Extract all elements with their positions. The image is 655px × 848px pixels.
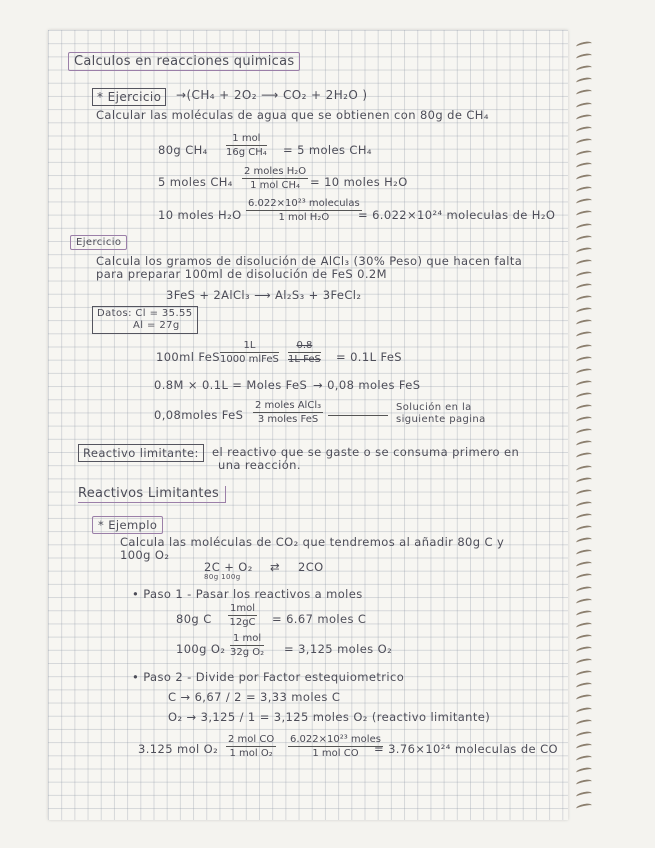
spiral-ring [576, 754, 593, 763]
spiral-ring [576, 307, 593, 316]
spiral-ring [576, 585, 593, 594]
notebook-page [48, 30, 568, 820]
notebook-spiral-binding [568, 30, 655, 820]
spiral-ring [576, 234, 593, 243]
ejercicio-1-line3-fraction [246, 198, 362, 223]
paso-1-line1-lead: 80g C [176, 612, 212, 626]
ejercicio-2-prompt-line2: para preparar 100ml de disolución de FeS 0.2M [96, 267, 387, 281]
ejemplo-label: * Ejemplo [92, 516, 163, 534]
ejercicio-1-line1-result: = 5 moles CH₄ [283, 143, 372, 157]
spiral-ring [576, 706, 593, 715]
reactivo-limitante-label: Reactivo limitante: [78, 444, 204, 462]
fraction-numerator: 6.022×10²³ moleculas [248, 198, 360, 209]
spiral-ring [576, 258, 593, 267]
ejercicio-2-label: Ejercicio [70, 235, 127, 250]
fraction-denominator: 12gC [229, 617, 256, 628]
paso-1-line1-fraction [228, 603, 257, 628]
spiral-ring [576, 609, 593, 618]
spiral-ring [576, 355, 593, 364]
spiral-ring [576, 452, 593, 461]
ejercicio-2-line1-fraction-a [220, 340, 279, 365]
spiral-ring [576, 343, 593, 352]
ejercicio-2-datos [92, 306, 198, 334]
ejercicio-2-line1-lead: 100ml FeS [156, 350, 220, 364]
spiral-ring [576, 633, 593, 642]
spiral-ring [576, 367, 593, 376]
spiral-ring [576, 52, 593, 61]
ejemplo-prompt-line2: 100g O₂ [120, 548, 170, 562]
spiral-ring [576, 766, 593, 775]
spiral-ring [576, 294, 593, 303]
ejercicio-1-line3-lead: 10 moles H₂O [158, 208, 242, 222]
ejercicio-2-line1-fraction-b [288, 340, 321, 365]
ejercicio-1-line2-lead: 5 moles CH₄ [158, 175, 233, 189]
spiral-ring [576, 657, 593, 666]
spiral-ring [576, 670, 593, 679]
reactivo-limitante-definition-line1: el reactivo que se gaste o se consuma primero en [212, 445, 520, 459]
spiral-ring [576, 778, 593, 787]
spiral-ring [576, 645, 593, 654]
ejercicio-2-line3-fraction [253, 400, 323, 425]
ejercicio-2-prompt-line1: Calcula los gramos de disolución de AlCl₃ (30% Peso) que hacen falta [96, 254, 523, 268]
ejercicio-1-line2-result: = 10 moles H₂O [310, 175, 408, 189]
ejercicio-2-line1-result: = 0.1L FeS [336, 350, 403, 364]
equilibrium-arrow-icon: ⇄ [270, 560, 281, 574]
spiral-ring [576, 512, 593, 521]
fraction-numerator: 2 moles H₂O [244, 166, 307, 177]
spiral-ring [576, 803, 593, 812]
fraction-numerator: 6.022×10²³ moles [290, 734, 381, 745]
section-title-reactivos-limitantes: Reactivos Limitantes [78, 486, 226, 503]
paso-1-line2-lead: 100g O₂ [176, 642, 226, 656]
spiral-ring [576, 391, 593, 400]
spiral-ring [576, 694, 593, 703]
fraction-numerator: 2 moles AlCl₃ [255, 400, 322, 411]
section-title-calculos: Calculos en reacciones quimicas [68, 52, 300, 71]
spiral-ring [576, 536, 593, 545]
fraction-denominator: 1000 mlFeS [220, 354, 279, 365]
datos-line1: Datos: Cl = 35.55 [97, 308, 193, 319]
spiral-ring [576, 137, 593, 146]
ejercicio-1-label: * Ejercicio [92, 88, 166, 106]
paso-1-line2-result: = 3,125 moles O₂ [284, 642, 393, 656]
spiral-ring [576, 319, 593, 328]
fraction-denominator: 3 moles FeS [257, 414, 319, 425]
fraction-numerator: 1 mol [230, 633, 264, 646]
spiral-ring [576, 89, 593, 98]
reactivo-limitante-definition-line2: una reacción. [218, 458, 301, 472]
ejercicio-1-reaction: →(CH₄ + 2O₂ ⟶ CO₂ + 2H₂O ) [176, 88, 368, 102]
fraction-denominator: 1 mol CH₄ [250, 180, 300, 191]
spiral-ring [576, 77, 593, 86]
fraction-denominator: 32g O₂ [230, 647, 265, 658]
spiral-ring [576, 331, 593, 340]
fraction-denominator: 1L FeS [288, 354, 321, 365]
fraction-numerator: 1 mol [226, 133, 267, 146]
spiral-ring [576, 113, 593, 122]
fraction-numerator: 0.8 [288, 340, 321, 353]
spiral-ring [576, 210, 593, 219]
spiral-ring [576, 40, 593, 49]
spiral-ring [576, 246, 593, 255]
spiral-ring [576, 500, 593, 509]
spiral-ring [576, 621, 593, 630]
fraction-denominator: 1 mol H₂O [278, 212, 330, 223]
spiral-ring [576, 476, 593, 485]
spiral-ring [576, 222, 593, 231]
fraction-numerator: 1L [220, 340, 279, 353]
spiral-ring [576, 282, 593, 291]
ejercicio-2-line2-lead: 0.8M × 0.1L = Moles FeS [154, 378, 308, 392]
paso-1-heading: • Paso 1 - Pasar los reactivos a moles [132, 587, 363, 601]
fraction-numerator: 1mol [230, 603, 255, 614]
ejercicio-2-note-line1: Solución en la [396, 402, 472, 413]
final-line-fraction-b [288, 734, 383, 759]
spiral-ring [576, 488, 593, 497]
spiral-ring [576, 742, 593, 751]
ejercicio-1-line1-fraction [226, 133, 267, 158]
spiral-ring [576, 198, 593, 207]
ejemplo-reaction-masses: 80g 100g [204, 573, 241, 581]
fraction-denominator: 16g CH₄ [226, 147, 267, 158]
final-line-result: = 3.76×10²⁴ moleculas de CO [374, 742, 558, 756]
spiral-ring [576, 379, 593, 388]
ejercicio-2-reaction: 3FeS + 2AlCl₃ ⟶ Al₂S₃ + 3FeCl₂ [166, 288, 362, 302]
spiral-ring [576, 428, 593, 437]
ejemplo-reaction-left: 2C + O₂ [204, 560, 253, 574]
spiral-ring [576, 561, 593, 570]
spiral-ring [576, 597, 593, 606]
spiral-ring [576, 573, 593, 582]
ejercicio-1-line2-fraction [242, 166, 308, 191]
spiral-ring [576, 415, 593, 424]
spiral-ring [576, 403, 593, 412]
spiral-ring [576, 549, 593, 558]
paso-2-heading: • Paso 2 - Divide por Factor estequiometrico [132, 670, 405, 684]
spiral-ring [576, 173, 593, 182]
spiral-ring [576, 161, 593, 170]
spiral-ring [576, 682, 593, 691]
datos-line2: Al = 27g [133, 320, 180, 331]
paso-1-line2-fraction [230, 633, 264, 658]
fraction-denominator: 1 mol CO [312, 748, 359, 759]
spiral-ring [576, 730, 593, 739]
ejercicio-2-line2-result: → 0,08 moles FeS [313, 378, 421, 392]
paso-2-line1: C → 6,67 / 2 = 3,33 moles C [168, 690, 341, 704]
ejemplo-reaction-right: 2CO [298, 560, 324, 574]
spiral-ring [576, 718, 593, 727]
fraction-denominator: 1 mol O₂ [229, 748, 273, 759]
paso-1-line1-result: = 6.67 moles C [272, 612, 367, 626]
dash-line [328, 415, 388, 416]
ejemplo-prompt-line1: Calcula las moléculas de CO₂ que tendremos al añadir 80g C y [120, 535, 505, 549]
spiral-ring [576, 791, 593, 800]
spiral-ring [576, 464, 593, 473]
spiral-ring [576, 186, 593, 195]
spiral-ring [576, 149, 593, 158]
spiral-ring [576, 65, 593, 74]
spiral-ring [576, 524, 593, 533]
paso-2-line2: O₂ → 3,125 / 1 = 3,125 moles O₂ (reactivo limitante) [168, 710, 491, 724]
spiral-ring [576, 270, 593, 279]
ejercicio-2-note-line2: siguiente pagina [396, 414, 486, 425]
final-line-lead: 3.125 mol O₂ [138, 742, 219, 756]
final-line-fraction-a [226, 734, 276, 759]
spiral-ring [576, 101, 593, 110]
fraction-numerator: 2 mol CO [228, 734, 275, 745]
ejercicio-1-line3-result: = 6.022×10²⁴ moleculas de H₂O [358, 208, 556, 222]
ejercicio-1-line1-lead: 80g CH₄ [158, 143, 208, 157]
ejercicio-1-prompt: Calcular las moléculas de agua que se obtienen con 80g de CH₄ [96, 108, 489, 122]
ejercicio-2-line3-lead: 0,08moles FeS [154, 408, 244, 422]
spiral-ring [576, 125, 593, 134]
spiral-ring [576, 440, 593, 449]
